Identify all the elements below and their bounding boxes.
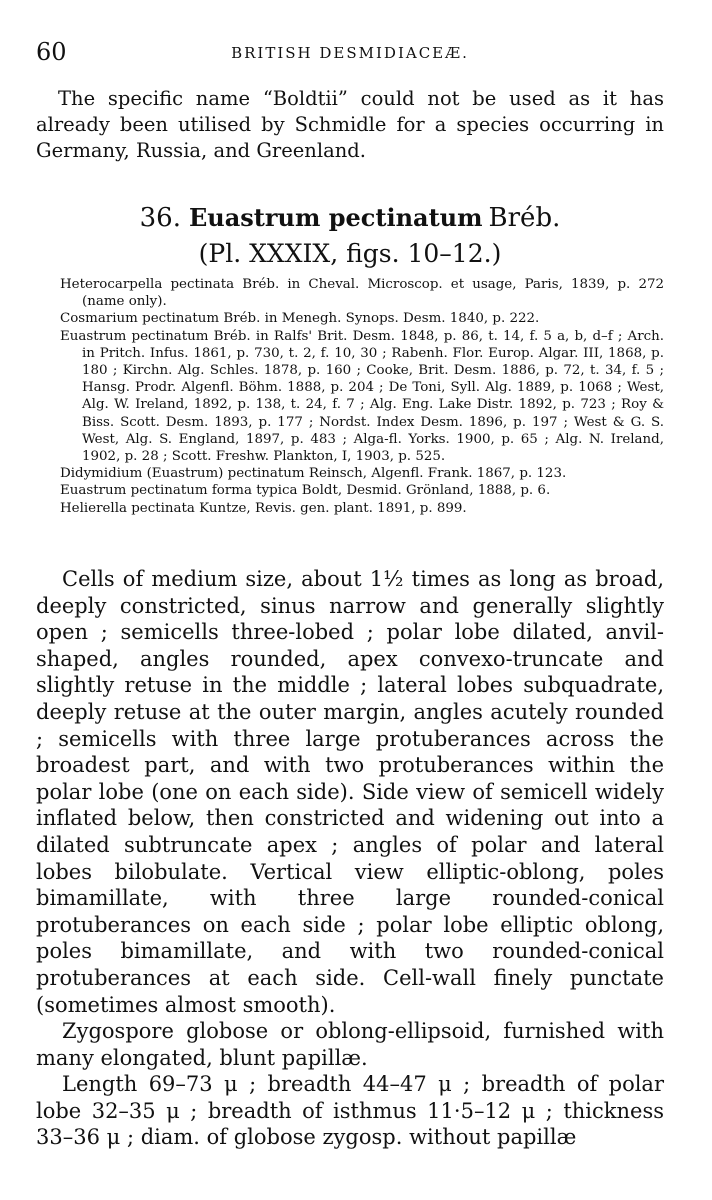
description-body (36, 566, 664, 1151)
synonym-entry: Euastrum pectinatum Bréb. in Ralfs' Brit. Desm. 1848, p. 86, t. 14, f. 5 a, b, d–f ; Arch. in Pritch. Infus. 1861, p. 730, t. 2, f. 10, 30 ; Rabenh. Flor. Europ. Algar. III, 1868, p. 180 ; Kirchn. Alg. Schles. 1878, p. 160 ; Cooke, Brit. Desm. 1886, p. 72, t. 34, f. 5 ; Hansg. Prodr. Algenfl. Böhm. 1888, p. 204 ; De Toni, Syll. Alg. 1889, p. 1068 ; West, Alg. W. Ireland, 1892, p. 138, t. 24, f. 7 ; Alg. Eng. Lake Distr. 1892, p. 723 ; Roy & Biss. Scott. Desm. 1893, p. 177 ; Nordst. Index Desm. 1896, p. 197 ; West & G. S. West, Alg. S. England, 1897, p. 483 ; Alga-fl. Yorks. 1900, p. 65 ; Alg. N. Ireland, 1902, p. 28 ; Scott. Freshw. Plankton, I, 1903, p. 525. (60, 328, 664, 465)
species-heading (36, 200, 664, 236)
page-number: 60 (36, 38, 67, 66)
page-header (36, 38, 664, 68)
intro-paragraph: The specific name “Boldtii” could not be used as it has already been utilised by Schmidle for a species occurring in Germany, Russia, and Greenland. (36, 87, 664, 162)
description-paragraph: Cells of medium size, about 1½ times as long as broad, deeply constricted, sinus narrow and generally slightly open ; semicells three-lobed ; polar lobe dilated, anvil-shaped, angles rounded, apex convexo-truncate and slightly retuse in the middle ; lateral lobes subquadrate, deeply retuse at the outer margin, angles acutely rounded ; semicells with three large protuberances across the broadest part, and with two protuberances within the polar lobe (one on each side). Side view of semicell widely inflated below, then constricted and widening out into a dilated subtruncate apex ; angles of polar and lateral lobes bilobulate. Vertical view elliptic-oblong, poles bimamillate, with three large rounded-conical protuberances on each side ; polar lobe elliptic oblong, poles bimamillate, and with two rounded-conical protuberances at each side. Cell-wall finely punctate (sometimes almost smooth). (36, 567, 664, 1017)
species-author: Bréb. (488, 203, 561, 233)
synonym-entry: Cosmarium pectinatum Bréb. in Menegh. Synops. Desm. 1840, p. 222. (60, 311, 540, 327)
synonym-entry: Euastrum pectinatum forma typica Boldt, Desmid. Grönland, 1888, p. 6. (60, 483, 551, 499)
species-number: 36. (139, 203, 181, 233)
plate-reference: (Pl. XXXIX, figs. 10–12.) (198, 239, 502, 268)
synonym-entry: Helierella pectinata Kuntze, Revis. gen. plant. 1891, p. 899. (60, 500, 467, 516)
running-title: BRITISH DESMIDIACEÆ. (231, 44, 469, 62)
synonym-entry: Heterocarpella pectinata Bréb. in Cheval. Microscop. et usage, Paris, 1839, p. 272 (name only). (60, 277, 664, 310)
measurements-paragraph: Length 69–73 μ ; breadth 44–47 μ ; breadth of polar lobe 32–35 μ ; breadth of isthmus 11·5–12 μ ; thickness 33–36 μ ; diam. of globose zygosp. without papillæ (36, 1072, 664, 1150)
synonymy-list (60, 276, 664, 517)
zygospore-paragraph: Zygospore globose or oblong-ellipsoid, furnished with many elongated, blunt papillæ. (36, 1019, 664, 1070)
species-name: Euastrum pectinatum (188, 203, 483, 232)
synonym-entry: Didymidium (Euastrum) pectinatum Reinsch, Algenfl. Frank. 1867, p. 123. (60, 466, 567, 482)
